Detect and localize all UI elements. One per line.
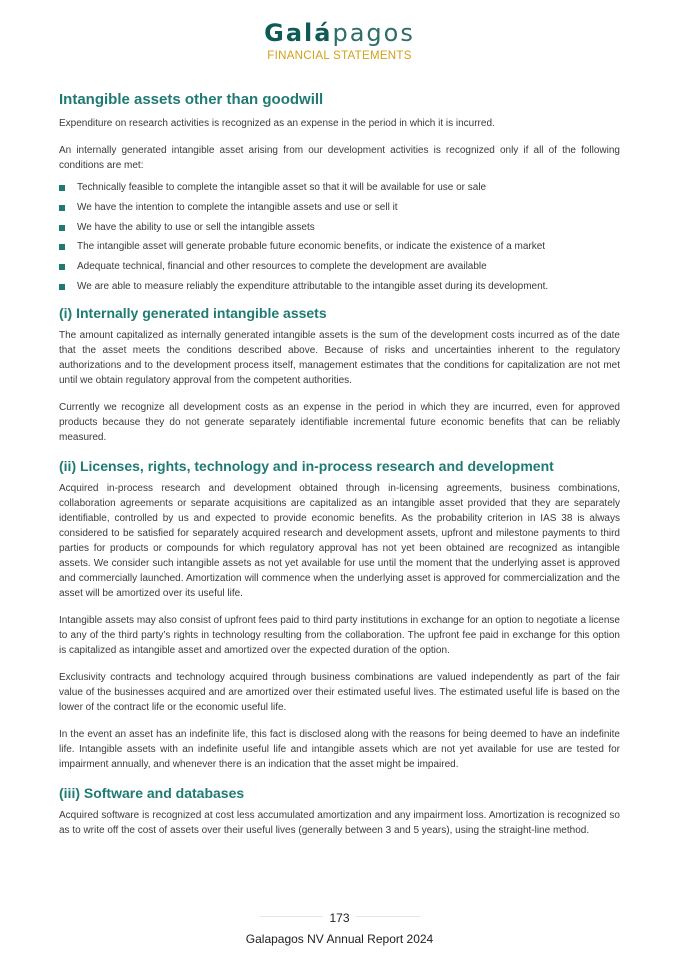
list-item-text: Adequate technical, financial and other resources to complete the development are available bbox=[77, 261, 487, 273]
square-bullet-icon bbox=[59, 225, 65, 231]
section-heading-internally-generated: (i) Internally generated intangible assets bbox=[59, 304, 327, 321]
report-title: Galapagos NV Annual Report 2024 bbox=[245, 932, 434, 946]
page-header bbox=[0, 18, 679, 62]
conditions-list bbox=[59, 181, 620, 294]
page-title: Intangible assets other than goodwill bbox=[59, 91, 324, 108]
intro-paragraph-1: Expenditure on research activities is recognized as an expense in the period in which it is incurred. bbox=[59, 118, 495, 129]
logo-bold-part: Galá bbox=[264, 19, 333, 47]
list-item-text: We have the ability to use or sell the intangible assets bbox=[77, 221, 315, 233]
galapagos-logo bbox=[0, 18, 679, 48]
section2-paragraph-1: Acquired in-process research and development obtained through in-licensing agreements, business combinations, collaboration agreements or separate acquisitions are capitalized as an intangible asset provided that they are separately identifiable, controlled by us and expected to provide economic benefits. As the probability criterion in IAS 38 is always considered to be satisfied for separately acquired research and development assets, upfront and milestone payments to third parties for products or compounds for which regulatory approval has not yet been obtained are recognized as intangible assets. We consider such intangible assets as not yet available for use until the moment that the underlying asset is approved and commercially launched. Amortization will commence when the underlying asset is approved for commercialization and the asset will be amortized over its useful life. bbox=[59, 482, 620, 599]
list-item-text: We are able to measure reliably the expenditure attributable to the intangible asset during its development. bbox=[77, 280, 549, 292]
list-item bbox=[59, 221, 620, 235]
section-heading-software-databases: (iii) Software and databases bbox=[59, 784, 245, 801]
logo-light-part: pagos bbox=[332, 19, 415, 47]
square-bullet-icon bbox=[59, 185, 65, 191]
list-item-text: Technically feasible to complete the intangible asset so that it will be available for use or sale bbox=[77, 182, 487, 193]
section1-paragraph-1: The amount capitalized as internally generated intangible assets is the sum of the development costs incurred as of the date that the asset meets the conditions described above. Because of risks and uncertainties inherent to the regulatory authorizations and to the development process itself, management estimates that the conditions for capitalization are not met until we obtain regulatory approval from the competent authorities. bbox=[59, 329, 620, 386]
list-item bbox=[59, 181, 620, 195]
page-footer bbox=[0, 908, 679, 947]
list-item-text: We have the intention to complete the intangible assets and use or sell it bbox=[77, 201, 398, 213]
square-bullet-icon bbox=[59, 284, 65, 290]
section-subtitle: FINANCIAL STATEMENTS bbox=[267, 50, 412, 62]
section2-paragraph-2: Intangible assets may also consist of upfront fees paid to third party institutions in exchange for an option to negotiate a license to any of the third party’s rights in technology resulting from the collaboration. The upfront fee paid in exchange for this option is capitalized as intangible asset and amortized over the expected duration of the option. bbox=[59, 614, 620, 656]
list-item-text: The intangible asset will generate probable future economic benefits, or indicate the existence of a market bbox=[77, 241, 546, 253]
square-bullet-icon bbox=[59, 244, 65, 250]
section2-paragraph-4: In the event an asset has an indefinite life, this fact is disclosed along with the reasons for being deemed to have an indefinite life. Intangible assets with an indefinite useful life and intangible assets which are not yet available for use are tested for impairment annually, and whenever there is an indication that the asset might be impaired. bbox=[59, 728, 620, 770]
list-item bbox=[59, 240, 620, 254]
intro-paragraph-2: An internally generated intangible asset arising from our development activities is recognized only if all of the following conditions are met: bbox=[59, 145, 620, 171]
square-bullet-icon bbox=[59, 264, 65, 270]
section1-paragraph-2: Currently we recognize all development costs as an expense in the period in which they are incurred, even for approved products because they do not generate separately identifiable incremental future economic benefits that can be reliably measured. bbox=[59, 401, 620, 443]
square-bullet-icon bbox=[59, 205, 65, 211]
section-heading-licenses-rights: (ii) Licenses, rights, technology and in-process research and development bbox=[59, 457, 554, 474]
section2-paragraph-3: Exclusivity contracts and technology acquired through business combinations are valued independently as part of the fair value of the businesses acquired and are amortized over their estimated useful lives. The estimated useful life is based on the lower of the contract life or the economic useful life. bbox=[59, 671, 620, 713]
main-content bbox=[59, 90, 620, 850]
list-item bbox=[59, 201, 620, 215]
page-number: 173 bbox=[323, 910, 355, 926]
list-item bbox=[59, 260, 620, 274]
list-item bbox=[59, 280, 620, 294]
section3-paragraph-1: Acquired software is recognized at cost less accumulated amortization and any impairment loss. Amortization is recognized so as to write off the cost of assets over their useful lives (generally between 3 and 5 years), using the straight-line method. bbox=[59, 809, 620, 836]
